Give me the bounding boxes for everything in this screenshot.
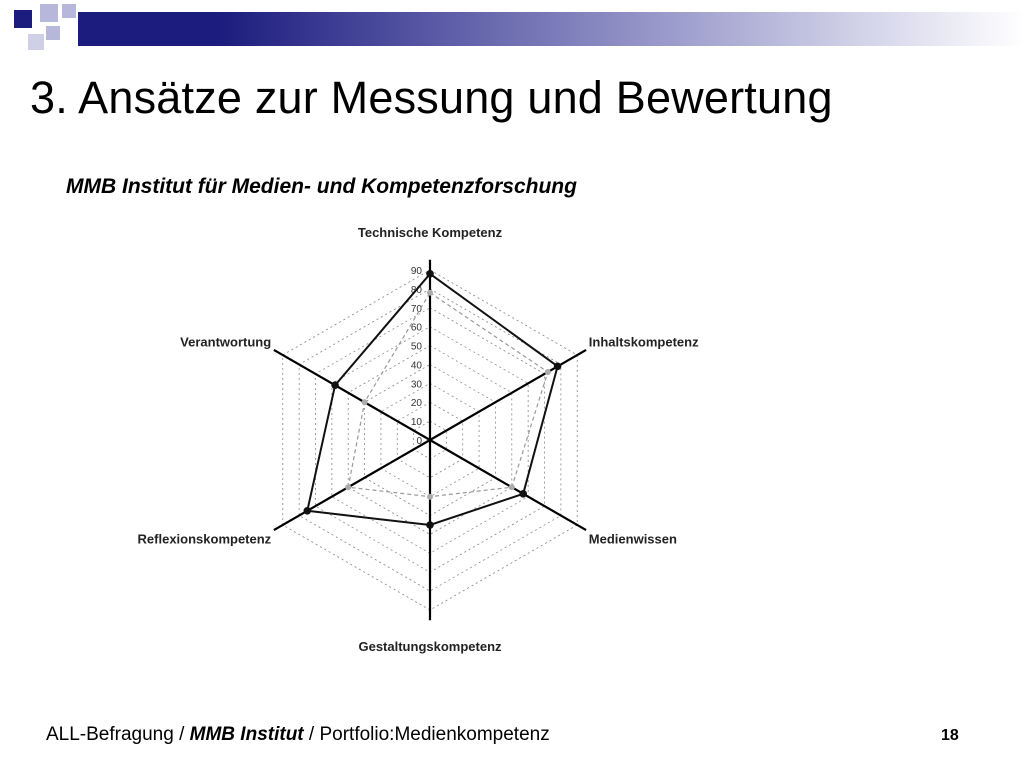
radar-point xyxy=(427,494,433,500)
radar-tick-label: 10 xyxy=(410,417,422,429)
radar-axis xyxy=(430,350,586,440)
page-number: 18 xyxy=(941,727,959,744)
radar-point xyxy=(554,363,562,371)
radar-point xyxy=(509,484,515,490)
radar-category-label: Medienwissen xyxy=(588,531,677,547)
radar-series-line xyxy=(307,274,557,525)
radar-tick-label: 60 xyxy=(410,322,422,334)
radar-point xyxy=(519,490,527,498)
radar-point xyxy=(362,399,368,405)
slide-title: 3. Ansätze zur Messung und Bewertung xyxy=(30,72,833,123)
radar-tick-label: 20 xyxy=(410,398,422,410)
radar-tick-label: 0 xyxy=(416,436,422,447)
footer-part-3: / Portfolio:Medienkompetenz xyxy=(303,724,550,745)
radar-tick-label: 40 xyxy=(410,360,422,372)
radar-tick-label: 50 xyxy=(410,341,422,353)
radar-point xyxy=(304,507,312,515)
footer-institute: MMB Institut xyxy=(189,724,304,745)
radar-category-label: Verantwortung xyxy=(180,334,272,350)
radar-point xyxy=(427,290,433,296)
radar-tick-label: 70 xyxy=(410,303,422,315)
radar-point xyxy=(331,381,339,389)
radar-tick-label: 80 xyxy=(410,284,422,296)
radar-category-label: Reflexionskompetenz xyxy=(137,531,272,547)
radar-axis xyxy=(274,350,430,440)
footer-part-1: ALL-Befragung / xyxy=(46,724,190,745)
radar-category-label: Gestaltungskompetenz xyxy=(358,639,502,655)
radar-category-label: Inhaltskompetenz xyxy=(588,334,699,350)
radar-series-line-dashed xyxy=(348,293,548,497)
radar-tick-label: 30 xyxy=(410,379,422,391)
radar-point xyxy=(545,369,551,375)
radar-point xyxy=(426,521,434,529)
radar-point xyxy=(345,484,351,490)
slide-subtitle: MMB Institut für Medien- und Kompetenzforschung xyxy=(66,175,577,198)
footer-text xyxy=(46,724,550,746)
radar-point xyxy=(426,270,434,278)
radar-category-label: Technische Kompetenz xyxy=(357,224,503,240)
radar-tick-label: 90 xyxy=(410,266,422,277)
